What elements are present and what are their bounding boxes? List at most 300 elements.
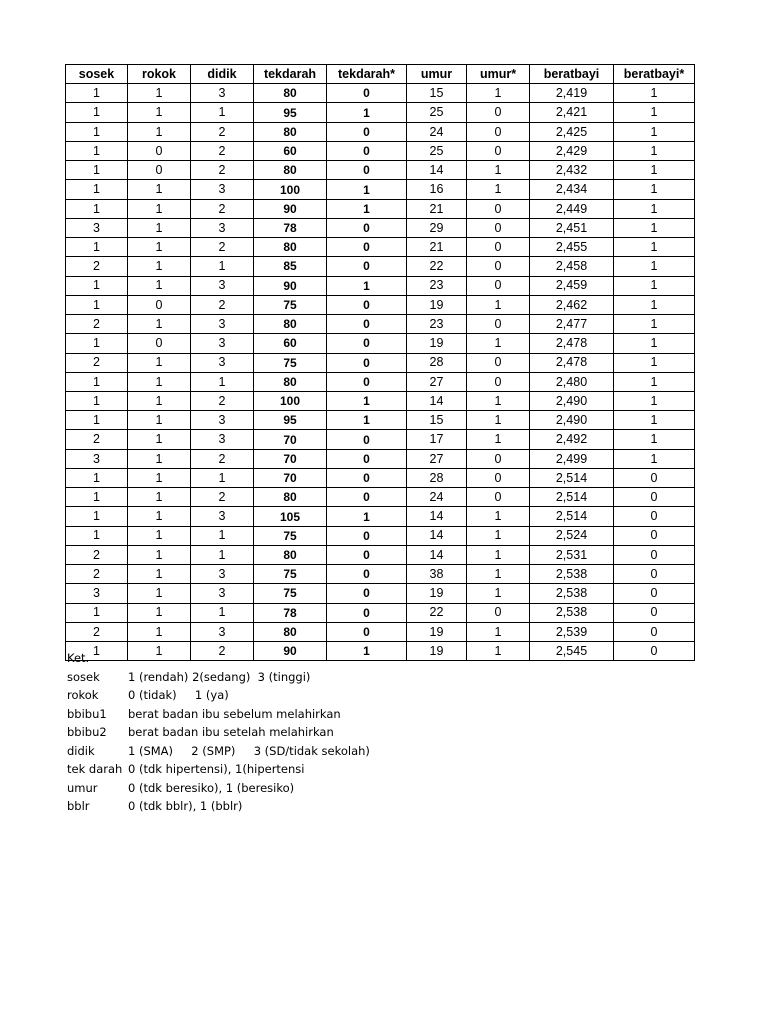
table-cell: 1 <box>614 257 695 276</box>
data-table <box>65 64 695 661</box>
table-cell: 14 <box>407 526 467 545</box>
table-cell: 23 <box>407 276 467 295</box>
table-cell: 0 <box>467 257 530 276</box>
table-cell: 100 <box>254 391 327 410</box>
table-cell: 1 <box>191 257 254 276</box>
table-cell: 1 <box>128 372 191 391</box>
table-cell: 17 <box>407 430 467 449</box>
table-cell: 1 <box>191 545 254 564</box>
table-cell: 60 <box>254 334 327 353</box>
table-cell: 0 <box>327 622 407 641</box>
table-cell: 1 <box>327 180 407 199</box>
table-cell: 80 <box>254 488 327 507</box>
table-cell: 1 <box>66 84 128 103</box>
table-cell: 2 <box>66 622 128 641</box>
note-row <box>67 760 370 779</box>
table-row <box>66 488 695 507</box>
table-cell: 2 <box>191 488 254 507</box>
table-cell: 3 <box>191 218 254 237</box>
table-cell: 1 <box>327 103 407 122</box>
table-cell: 2 <box>66 545 128 564</box>
table-cell: 2,499 <box>530 449 614 468</box>
table-cell: 14 <box>407 391 467 410</box>
table-cell: 1 <box>327 276 407 295</box>
table-cell: 2 <box>191 238 254 257</box>
table-cell: 1 <box>614 199 695 218</box>
table-row <box>66 334 695 353</box>
table-cell: 2,478 <box>530 353 614 372</box>
table-row <box>66 353 695 372</box>
table-cell: 0 <box>614 545 695 564</box>
table-cell: 60 <box>254 141 327 160</box>
table-cell: 0 <box>327 584 407 603</box>
note-key: rokok <box>67 688 99 702</box>
table-cell: 75 <box>254 295 327 314</box>
table-cell: 0 <box>614 584 695 603</box>
table-cell: 1 <box>66 122 128 141</box>
table-cell: 3 <box>191 584 254 603</box>
table-cell: 1 <box>614 276 695 295</box>
table-cell: 21 <box>407 238 467 257</box>
table-cell: 0 <box>614 603 695 622</box>
table-cell: 19 <box>407 584 467 603</box>
table-cell: 2,531 <box>530 545 614 564</box>
table-cell: 15 <box>407 411 467 430</box>
table-cell: 2,419 <box>530 84 614 103</box>
table-cell: 1 <box>128 642 191 661</box>
table-cell: 70 <box>254 468 327 487</box>
table-cell: 2 <box>191 449 254 468</box>
table-cell: 1 <box>467 295 530 314</box>
table-cell: 21 <box>407 199 467 218</box>
table-cell: 1 <box>327 199 407 218</box>
table-cell: 2 <box>66 315 128 334</box>
table-cell: 27 <box>407 372 467 391</box>
table-cell: 0 <box>467 449 530 468</box>
table-cell: 2,538 <box>530 603 614 622</box>
table-cell: 2,514 <box>530 468 614 487</box>
table-cell: 0 <box>467 315 530 334</box>
table-cell: 75 <box>254 584 327 603</box>
table-row <box>66 565 695 584</box>
table-row <box>66 103 695 122</box>
table-cell: 28 <box>407 468 467 487</box>
table-cell: 2,524 <box>530 526 614 545</box>
table-cell: 16 <box>407 180 467 199</box>
table-cell: 0 <box>327 449 407 468</box>
table-cell: 3 <box>191 315 254 334</box>
column-header: didik <box>191 65 254 84</box>
table-cell: 22 <box>407 257 467 276</box>
column-header: rokok <box>128 65 191 84</box>
column-header: tekdarah* <box>327 65 407 84</box>
table-cell: 0 <box>467 103 530 122</box>
table-cell: 1 <box>128 257 191 276</box>
table-cell: 1 <box>614 315 695 334</box>
table-cell: 2,538 <box>530 584 614 603</box>
table-cell: 25 <box>407 103 467 122</box>
table-cell: 1 <box>614 334 695 353</box>
table-cell: 80 <box>254 122 327 141</box>
table-cell: 1 <box>614 411 695 430</box>
table-row <box>66 199 695 218</box>
table-cell: 1 <box>128 468 191 487</box>
note-key: umur <box>67 780 98 795</box>
table-cell: 3 <box>191 411 254 430</box>
table-cell: 2,455 <box>530 238 614 257</box>
table-cell: 1 <box>614 122 695 141</box>
table-cell: 1 <box>467 84 530 103</box>
table-cell: 1 <box>66 642 128 661</box>
table-cell: 1 <box>614 372 695 391</box>
note-key: didik <box>67 743 95 758</box>
table-cell: 90 <box>254 276 327 295</box>
table-cell: 0 <box>327 218 407 237</box>
table-cell: 19 <box>407 334 467 353</box>
table-cell: 75 <box>254 353 327 372</box>
table-cell: 1 <box>66 488 128 507</box>
note-value: 0 (tidak) 1 (ya) <box>128 688 229 702</box>
table-cell: 90 <box>254 199 327 218</box>
table-cell: 1 <box>128 603 191 622</box>
table-cell: 3 <box>191 565 254 584</box>
table-cell: 0 <box>327 238 407 257</box>
column-header: tekdarah <box>254 65 327 84</box>
table-cell: 1 <box>66 295 128 314</box>
table-cell: 1 <box>191 372 254 391</box>
table-cell: 1 <box>128 353 191 372</box>
table-cell: 3 <box>191 622 254 641</box>
table-cell: 2,514 <box>530 507 614 526</box>
table-cell: 1 <box>467 565 530 584</box>
table-cell: 1 <box>128 526 191 545</box>
table-cell: 0 <box>467 122 530 141</box>
table-cell: 0 <box>128 295 191 314</box>
table-cell: 2 <box>191 122 254 141</box>
table-row <box>66 276 695 295</box>
table-cell: 1 <box>128 103 191 122</box>
table-cell: 23 <box>407 315 467 334</box>
table-cell: 0 <box>467 199 530 218</box>
column-header: beratbayi <box>530 65 614 84</box>
table-cell: 0 <box>467 218 530 237</box>
table-cell: 1 <box>66 468 128 487</box>
table-cell: 1 <box>614 295 695 314</box>
table-cell: 75 <box>254 565 327 584</box>
table-cell: 0 <box>614 468 695 487</box>
table-cell: 14 <box>407 161 467 180</box>
table-cell: 24 <box>407 122 467 141</box>
table-cell: 2,449 <box>530 199 614 218</box>
note-row <box>67 668 370 687</box>
table-cell: 0 <box>327 257 407 276</box>
table-cell: 2 <box>66 565 128 584</box>
table-header-row <box>66 65 695 84</box>
table-cell: 3 <box>66 449 128 468</box>
table-row <box>66 84 695 103</box>
table-cell: 14 <box>407 545 467 564</box>
table-cell: 1 <box>614 449 695 468</box>
table-cell: 0 <box>467 238 530 257</box>
table-row <box>66 468 695 487</box>
table-cell: 80 <box>254 84 327 103</box>
table-cell: 1 <box>66 103 128 122</box>
table-cell: 1 <box>614 238 695 257</box>
table-cell: 24 <box>407 488 467 507</box>
note-value: 0 (tdk beresiko), 1 (beresiko) <box>128 780 295 795</box>
table-row <box>66 391 695 410</box>
table-cell: 2,421 <box>530 103 614 122</box>
table-cell: 1 <box>614 353 695 372</box>
column-header: umur <box>407 65 467 84</box>
table-cell: 1 <box>66 161 128 180</box>
table-cell: 1 <box>66 391 128 410</box>
table-cell: 19 <box>407 642 467 661</box>
table-cell: 0 <box>467 468 530 487</box>
table-cell: 2,490 <box>530 411 614 430</box>
note-key: sosek <box>67 669 100 684</box>
table-row <box>66 584 695 603</box>
table-row <box>66 161 695 180</box>
table-cell: 0 <box>327 526 407 545</box>
table-cell: 1 <box>128 622 191 641</box>
table-cell: 2,490 <box>530 391 614 410</box>
table-cell: 1 <box>128 488 191 507</box>
table-cell: 1 <box>128 449 191 468</box>
table-cell: 0 <box>327 468 407 487</box>
table-cell: 28 <box>407 353 467 372</box>
table-row <box>66 372 695 391</box>
table-cell: 0 <box>614 642 695 661</box>
table-cell: 0 <box>128 334 191 353</box>
table-cell: 2,425 <box>530 122 614 141</box>
table-cell: 0 <box>327 141 407 160</box>
table-cell: 1 <box>467 507 530 526</box>
table-cell: 0 <box>327 603 407 622</box>
table-cell: 2,459 <box>530 276 614 295</box>
table-cell: 80 <box>254 372 327 391</box>
table-cell: 22 <box>407 603 467 622</box>
table-cell: 2,477 <box>530 315 614 334</box>
table-cell: 0 <box>614 526 695 545</box>
table-cell: 3 <box>191 507 254 526</box>
table-cell: 1 <box>128 238 191 257</box>
table-cell: 0 <box>614 507 695 526</box>
table-row <box>66 430 695 449</box>
table-row <box>66 603 695 622</box>
table-cell: 80 <box>254 315 327 334</box>
table-cell: 0 <box>467 603 530 622</box>
table-cell: 0 <box>467 372 530 391</box>
table-cell: 2,434 <box>530 180 614 199</box>
table-cell: 0 <box>327 161 407 180</box>
table-cell: 2,429 <box>530 141 614 160</box>
table-cell: 0 <box>467 141 530 160</box>
table-cell: 27 <box>407 449 467 468</box>
table-cell: 78 <box>254 218 327 237</box>
table-cell: 1 <box>66 141 128 160</box>
table-cell: 1 <box>66 526 128 545</box>
table-cell: 2,545 <box>530 642 614 661</box>
table-cell: 1 <box>128 507 191 526</box>
table-row <box>66 411 695 430</box>
table-cell: 2,458 <box>530 257 614 276</box>
table-cell: 0 <box>327 565 407 584</box>
table-cell: 80 <box>254 238 327 257</box>
note-row <box>67 686 370 705</box>
table-cell: 2 <box>66 430 128 449</box>
table-cell: 80 <box>254 161 327 180</box>
table-row <box>66 257 695 276</box>
table-cell: 2 <box>191 642 254 661</box>
table-cell: 1 <box>467 622 530 641</box>
table-cell: 1 <box>66 603 128 622</box>
table-cell: 1 <box>467 430 530 449</box>
table-cell: 1 <box>327 411 407 430</box>
table-cell: 80 <box>254 545 327 564</box>
table-cell: 1 <box>66 334 128 353</box>
note-row <box>67 797 370 816</box>
table-cell: 0 <box>327 122 407 141</box>
table-cell: 1 <box>327 507 407 526</box>
table-cell: 3 <box>191 276 254 295</box>
table-cell: 0 <box>327 488 407 507</box>
table-cell: 0 <box>128 141 191 160</box>
note-value: 1 (rendah) 2(sedang) 3 (tinggi) <box>128 669 311 684</box>
table-cell: 38 <box>407 565 467 584</box>
table-cell: 1 <box>128 411 191 430</box>
table-cell: 0 <box>327 84 407 103</box>
table-cell: 1 <box>467 642 530 661</box>
table-cell: 1 <box>614 103 695 122</box>
table-cell: 1 <box>66 411 128 430</box>
table-cell: 70 <box>254 430 327 449</box>
table-cell: 2,432 <box>530 161 614 180</box>
table-cell: 2 <box>191 199 254 218</box>
table-row <box>66 122 695 141</box>
table-cell: 0 <box>327 334 407 353</box>
note-value: 0 (tdk hipertensi), 1(hipertensi <box>128 762 305 776</box>
legend-notes <box>67 649 370 816</box>
table-cell: 70 <box>254 449 327 468</box>
note-row <box>67 723 370 742</box>
table-cell: 1 <box>467 526 530 545</box>
column-header: umur* <box>467 65 530 84</box>
column-header: beratbayi* <box>614 65 695 84</box>
table-cell: 1 <box>327 642 407 661</box>
table-cell: 78 <box>254 603 327 622</box>
table-cell: 2,480 <box>530 372 614 391</box>
table-cell: 1 <box>614 84 695 103</box>
table-cell: 14 <box>407 507 467 526</box>
table-cell: 1 <box>467 584 530 603</box>
table-cell: 3 <box>191 334 254 353</box>
table-cell: 1 <box>66 199 128 218</box>
table-cell: 1 <box>614 218 695 237</box>
table-cell: 1 <box>128 430 191 449</box>
table-cell: 0 <box>614 565 695 584</box>
notes-title: Ket. <box>67 651 90 665</box>
table-cell: 0 <box>327 295 407 314</box>
table-cell: 1 <box>128 565 191 584</box>
table-cell: 75 <box>254 526 327 545</box>
table-cell: 2,492 <box>530 430 614 449</box>
note-row <box>67 779 370 798</box>
table-cell: 2 <box>191 161 254 180</box>
table-cell: 2,514 <box>530 488 614 507</box>
note-value: 1 (SMA) 2 (SMP) 3 (SD/tidak sekolah) <box>128 743 370 758</box>
table-cell: 1 <box>467 180 530 199</box>
table-cell: 1 <box>128 584 191 603</box>
table-cell: 1 <box>66 238 128 257</box>
column-header: sosek <box>66 65 128 84</box>
table-row <box>66 141 695 160</box>
table-cell: 1 <box>467 411 530 430</box>
table-cell: 0 <box>327 545 407 564</box>
table-cell: 1 <box>327 391 407 410</box>
table-cell: 0 <box>327 430 407 449</box>
table-row <box>66 449 695 468</box>
table-cell: 1 <box>66 372 128 391</box>
table-cell: 1 <box>467 391 530 410</box>
table-row <box>66 218 695 237</box>
table-cell: 95 <box>254 411 327 430</box>
table-cell: 85 <box>254 257 327 276</box>
table-cell: 100 <box>254 180 327 199</box>
table-cell: 1 <box>614 161 695 180</box>
table-cell: 1 <box>128 391 191 410</box>
table-row <box>66 295 695 314</box>
table-row <box>66 526 695 545</box>
table-cell: 1 <box>614 180 695 199</box>
note-key: bblr <box>67 799 90 813</box>
table-cell: 1 <box>128 218 191 237</box>
note-value: 0 (tdk bblr), 1 (bblr) <box>128 799 243 813</box>
table-cell: 2,538 <box>530 565 614 584</box>
table-cell: 2,539 <box>530 622 614 641</box>
table-cell: 3 <box>191 180 254 199</box>
table-cell: 1 <box>614 141 695 160</box>
table-cell: 1 <box>66 507 128 526</box>
table-cell: 2,462 <box>530 295 614 314</box>
table-cell: 1 <box>191 526 254 545</box>
table-cell: 2 <box>191 295 254 314</box>
table-cell: 80 <box>254 622 327 641</box>
table-cell: 1 <box>191 603 254 622</box>
table-cell: 2 <box>66 257 128 276</box>
table-cell: 19 <box>407 622 467 641</box>
notes-list <box>67 668 370 816</box>
table-row <box>66 238 695 257</box>
table-cell: 105 <box>254 507 327 526</box>
table-cell: 0 <box>467 488 530 507</box>
table-cell: 1 <box>191 103 254 122</box>
note-value: berat badan ibu sebelum melahirkan <box>128 706 341 721</box>
table-cell: 1 <box>128 199 191 218</box>
table-cell: 0 <box>327 353 407 372</box>
table-cell: 2 <box>191 391 254 410</box>
table-cell: 19 <box>407 295 467 314</box>
table-cell: 2 <box>66 353 128 372</box>
table-cell: 3 <box>191 353 254 372</box>
table-cell: 1 <box>467 545 530 564</box>
table-cell: 25 <box>407 141 467 160</box>
table-cell: 1 <box>191 468 254 487</box>
table-cell: 1 <box>128 122 191 141</box>
table-cell: 3 <box>191 430 254 449</box>
table-cell: 1 <box>66 180 128 199</box>
table-cell: 0 <box>467 276 530 295</box>
